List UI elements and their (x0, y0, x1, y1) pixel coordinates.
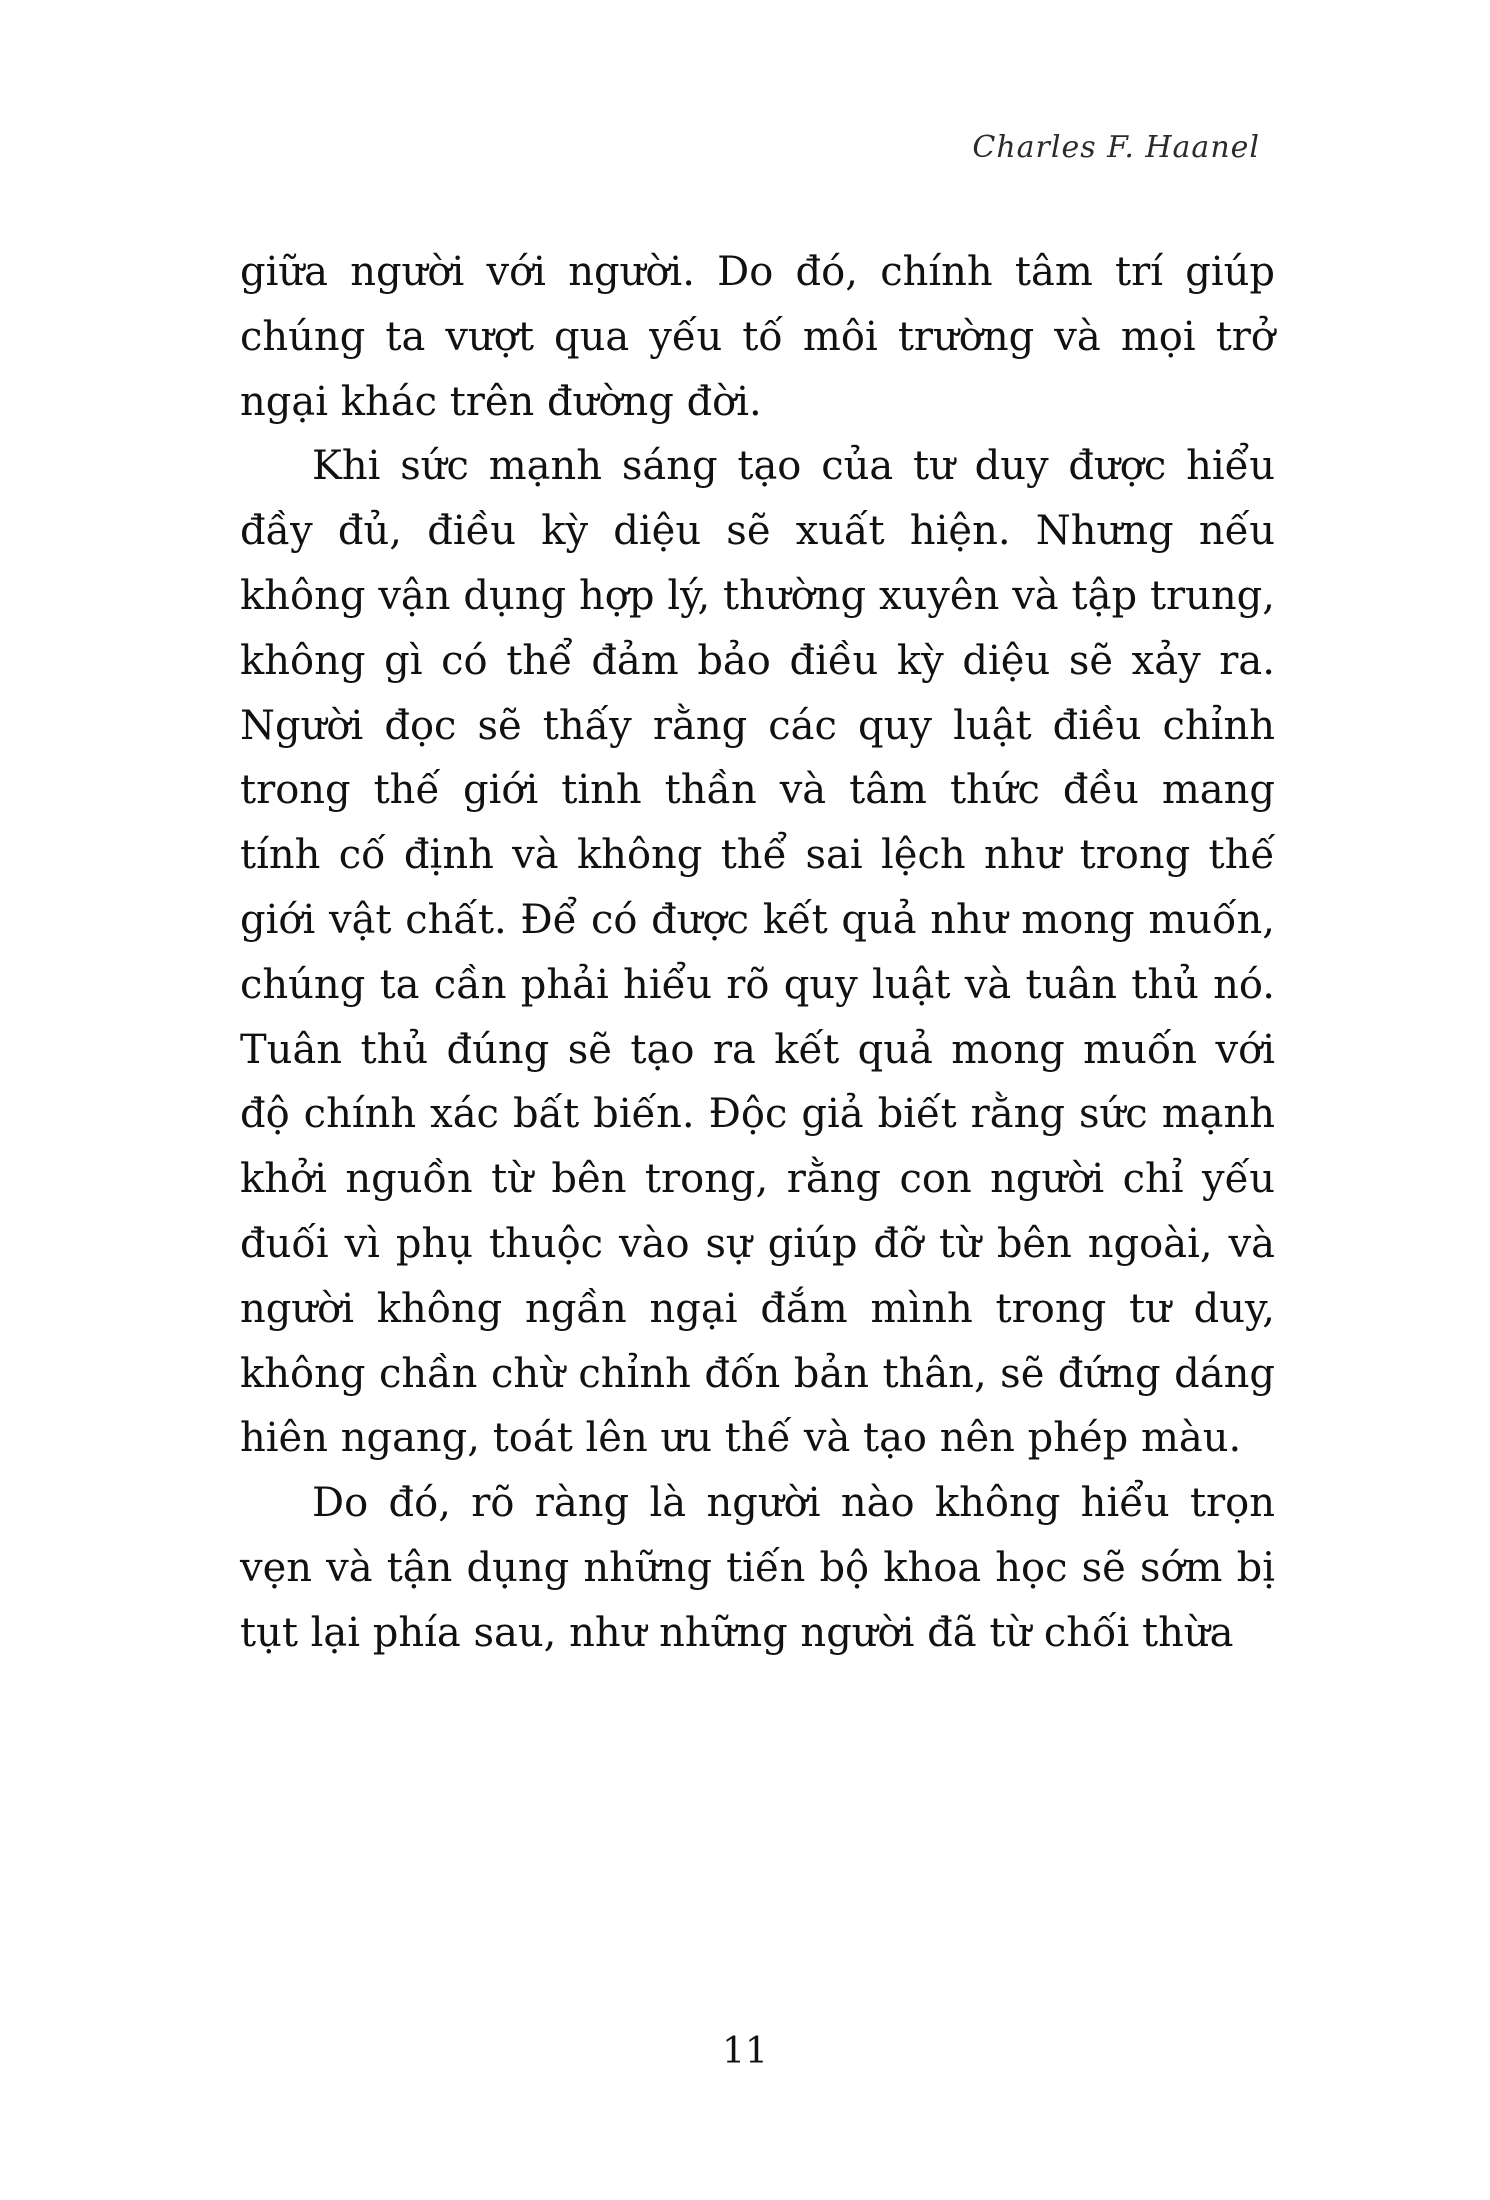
running-head-author: Charles F. Haanel (972, 130, 1260, 165)
paragraph: giữa người với người. Do đó, chính tâm trí giúp chúng ta vượt qua yếu tố môi trường và mọi trở ngại khác trên đường đời. (240, 249, 1275, 425)
page-body (240, 240, 1275, 1666)
paragraph: Do đó, rõ ràng là người nào không hiểu trọn vẹn và tận dụng những tiến bộ khoa học sẽ sớm bị tụt lại phía sau, như những người đã từ chối thừa (240, 1480, 1275, 1656)
page-number: 11 (722, 2031, 768, 2072)
paragraph: Khi sức mạnh sáng tạo của tư duy được hiểu đầy đủ, điều kỳ diệu sẽ xuất hiện. Nhưng nếu không vận dụng hợp lý, thường xuyên và tập trung, không gì có thể đảm bảo điều kỳ diệu sẽ xảy ra. Người đọc sẽ thấy rằng các quy luật điều chỉnh trong thế giới tinh thần và tâm thức đều mang tính cố định và không thể sai lệch như trong thế giới vật chất. Để có được kết quả như mong muốn, chúng ta cần phải hiểu rõ quy luật và tuân thủ nó. Tuân thủ đúng sẽ tạo ra kết quả mong muốn với độ chính xác bất biến. Độc giả biết rằng sức mạnh khởi nguồn từ bên trong, rằng con người chỉ yếu đuối vì phụ thuộc vào sự giúp đỡ từ bên ngoài, và người không ngần ngại đắm mình trong tư duy, không chần chừ chỉnh đốn bản thân, sẽ đứng dáng hiên ngang, toát lên ưu thế và tạo nên phép màu. (240, 443, 1275, 1462)
